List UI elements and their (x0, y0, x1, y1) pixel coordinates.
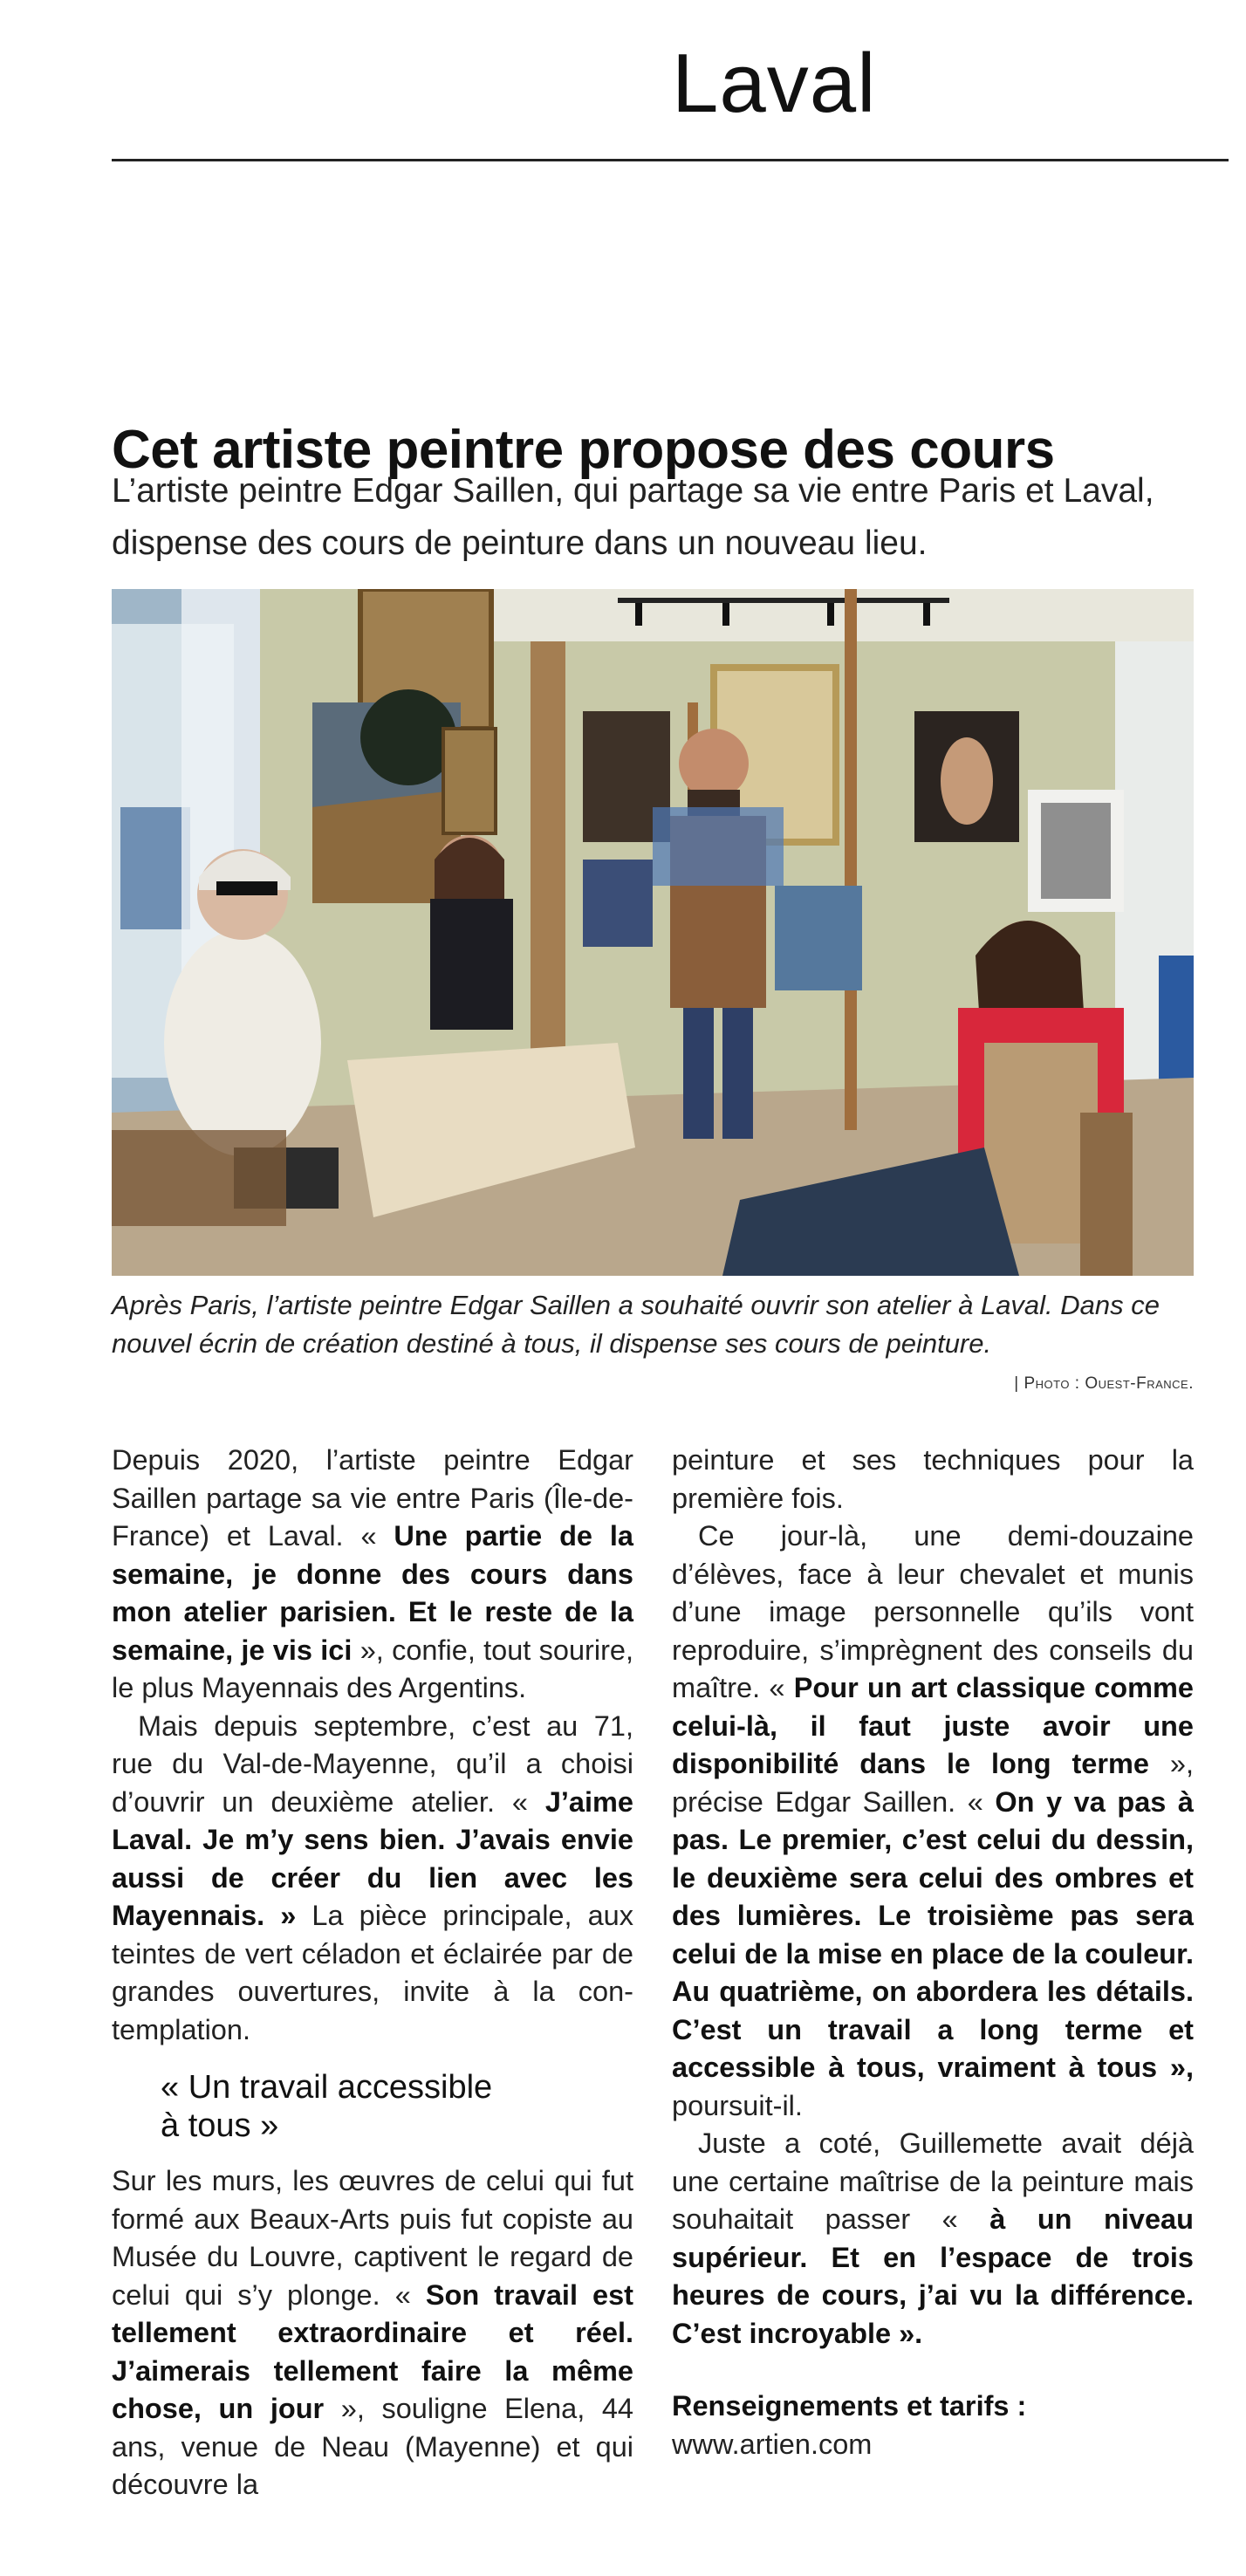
article-standfirst: L’artiste peintre Edgar Saillen, qui partage sa vie entre Paris et Laval, dispense des cours de peinture dans un nouveau lieu. (112, 472, 1154, 562)
paragraph: Sur les murs, les œuvres de celui qui fut formé aux Beaux-Arts puis fut copiste au Musée du Louvre, captivent le regard de celui qui s’y plonge. « Son travail est tellement extraordinaire et réel. J’aimerais tellement faire la même chose, un jour », souligne Elena, 44 ans, venue de Neau (Mayenne) et qui découvre la (112, 2165, 634, 2500)
article-photo (112, 589, 1194, 1276)
paragraph: Juste a coté, Guillemette avait déjà une certaine maîtrise de la peinture mais souhaitait passer « à un niveau supérieur. Et en l’espace de trois heures de cours, j’ai vu la différence. C’est incroyable ». (672, 2127, 1194, 2349)
header-rule (112, 159, 1229, 161)
photo-credit: | Photo : Ouest-France. (1014, 1374, 1194, 1393)
section-title: Laval (672, 37, 877, 130)
subheading: « Un travail accessible à tous » (161, 2069, 493, 2144)
article-column-right (672, 1442, 1194, 2463)
paragraph: peinture et ses techniques pour la première fois. (672, 1444, 1194, 1514)
info-link[interactable]: www.artien.com (672, 2428, 873, 2460)
info-block (672, 2388, 1194, 2463)
paragraph: Mais depuis septembre, c’est au 71, rue du Val-de-Mayenne, qu’il a choisi d’ouvrir un deuxième atelier. « J’aime Laval. Je m’y sens bien. J’avais envie aussi de créer du lien avec les Mayennais. » La pièce principale, aux teintes de vert céladon et éclairée par de grandes ouvertures, invite à la contemplation. (112, 1709, 633, 2045)
info-label: Renseignements et tarifs : (672, 2390, 1027, 2422)
article-headline: Cet artiste peintre propose des cours (112, 419, 1055, 480)
paragraph: Depuis 2020, l’artiste peintre Edgar Saillen partage sa vie entre Paris (Île-de-France) et Laval. « Une partie de la semaine, je donne des cours dans mon atelier parisien. Et le reste de la semaine, je vis ici », confie, tout sourire, le plus Mayennais des Argentins. (112, 1444, 633, 1703)
photo-caption: Après Paris, l’artiste peintre Edgar Saillen a souhaité ouvrir son atelier à Laval. Dans ce nouvel écrin de création destiné à tous, il dispense ses cours de peinture. (112, 1290, 1160, 1359)
paragraph: Ce jour-là, une demi-douzaine d’élèves, face à leur chevalet et munis d’une image personnelle qu’ils vont reproduire, s’imprègnent des conseils du maître. « Pour un art classique comme celui-là, il faut juste avoir une disponibilité dans le long terme », précise Edgar Saillen. « On y va pas à pas. Le premier, c’est celui du dessin, le deuxième sera celui des ombres et des lumières. Le troisième pas sera celui de la mise en place de la couleur. Au quatrième, on abordera les détails. C’est un travail a long terme et accessible à tous, vraiment à tous », poursuit-il. (672, 1520, 1194, 2121)
article-column-left (112, 1442, 633, 2504)
